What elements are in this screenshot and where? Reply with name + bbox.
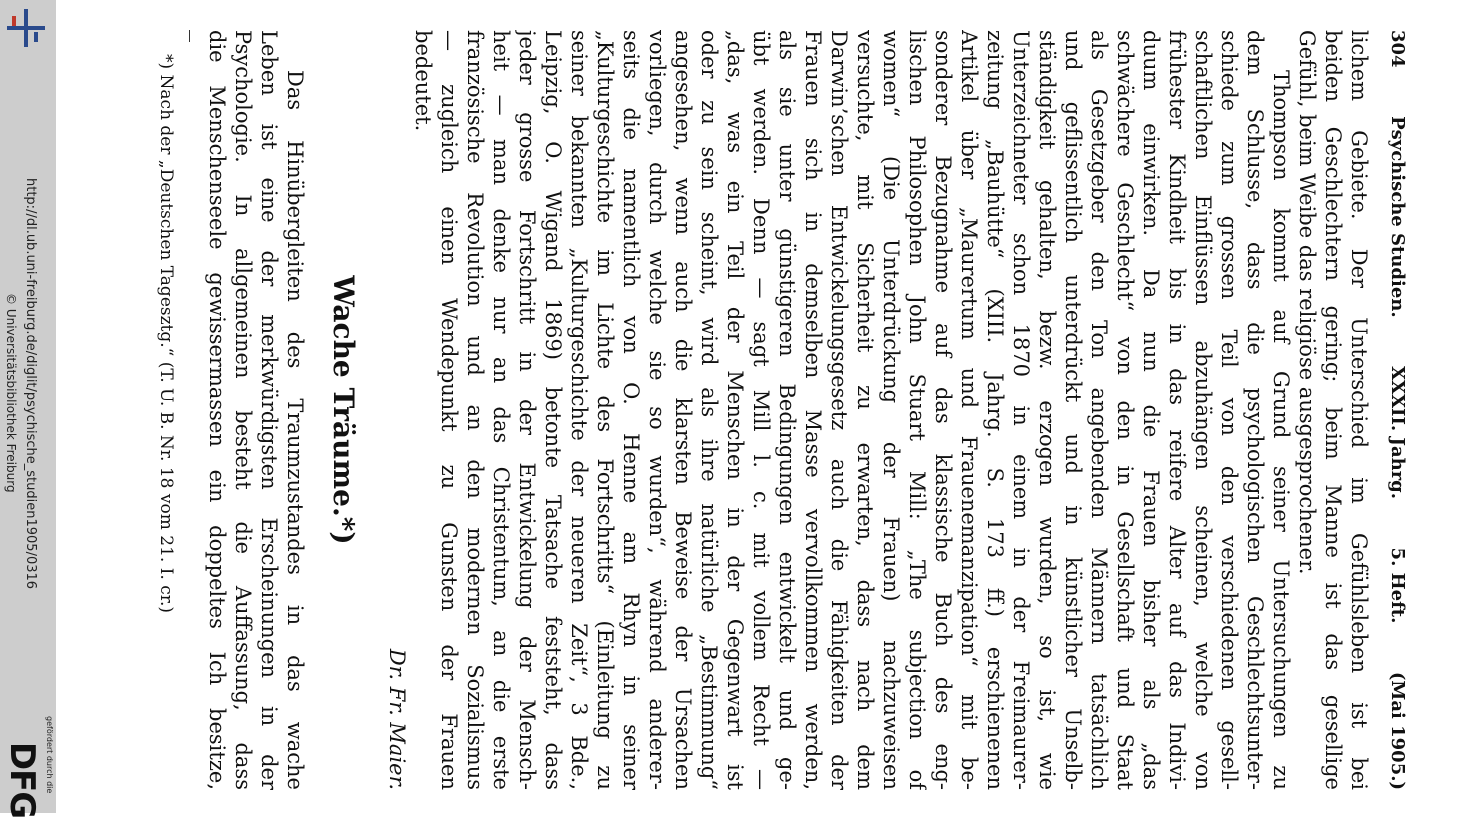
text-line: Psychologie. In allgemeinen besteht die Auffassung, dass xyxy=(231,30,255,790)
text-line: frühester Kindheit bis in das reifere Alter auf das Indivi- xyxy=(1165,30,1189,790)
body-text xyxy=(384,30,1372,790)
text-line: seits die namentlich von O. Henne am Rhyn in seiner xyxy=(619,30,643,790)
text-line: „das, was ein Teil der Menschen in der Gegenwart ist xyxy=(723,30,747,790)
volume: XXXII. Jahrg. xyxy=(1387,366,1408,500)
page-number: 304 xyxy=(1387,30,1408,68)
text-line: als sie unter günstigeren Bedingungen entwickelt und ge- xyxy=(775,30,799,790)
text-line: französische Revolution und an den modernen Sozialismus xyxy=(463,30,487,790)
section-body xyxy=(204,30,308,790)
copyright-notice: © Universitätsbibliothek Freiburg xyxy=(4,293,18,493)
text-line: „Kulturgeschichte im Lichte des Fortschritts“ (Einleitung zu xyxy=(593,30,617,790)
text-line: Frauen sich in demselben Masse vervollkommen werden, xyxy=(801,30,825,790)
text-line: die Menschenseele gewissermassen ein doppeltes Ich besitze, xyxy=(205,30,229,790)
text-line: Leben ist eine der merkwürdigsten Erscheinungen in der xyxy=(257,30,281,790)
scanned-page xyxy=(156,30,1410,790)
text-line: vorliegen, durch welche sie so wurden“, während anderer- xyxy=(645,30,669,790)
footnote-rule xyxy=(189,30,190,42)
section-title: Wache Träume.*) xyxy=(327,275,360,545)
text-line: Unterzeichneter schon 1870 in einem in der Freimaurer- xyxy=(1009,30,1033,790)
dfg-caption: gefördert durch die xyxy=(45,716,54,794)
university-library-logo-icon xyxy=(4,6,48,50)
text-line: duum einwirken. Da nun die Frauen bisher als „das xyxy=(1139,30,1163,790)
text-line: Leipzig, O. Wigand 1869) betonte Tatsache feststeht, dass xyxy=(541,30,565,790)
text-line: angesehen, wenn auch die klarsten Beweise der Ursachen xyxy=(671,30,695,790)
text-line: seiner bekannten „Kulturgeschichte der neueren Zeit“, 3 Bde., xyxy=(567,30,591,790)
text-line: bedeutet. xyxy=(411,30,435,132)
text-line: Darwin’schen Entwickelungsgesetz auch die Fähigkeiten der xyxy=(827,30,851,790)
text-line: und geflissentlich unterdrückt und in künstlicher Unselb- xyxy=(1061,30,1085,790)
text-line: heit — man denke nur an das Christentum, an die erste xyxy=(489,30,513,790)
text-line: Artikel über „Maurertum und Frauenemanzipation“ mit be- xyxy=(957,30,981,790)
journal-title: Psychische Studien. xyxy=(1387,116,1408,318)
text-line: jeder grosse Fortschritt in der Entwickelung der Mensch- xyxy=(515,30,539,790)
author-signature: Dr. Fr. Maier. xyxy=(385,648,409,790)
text-line: lischen Philosophen John Stuart Mill: „The subjection of xyxy=(905,30,929,790)
text-line: schaftlichen Einflüssen abzuhängen scheinen, welche von xyxy=(1191,30,1215,790)
text-line: als Gesetzgeber den Ton angebenden Männern tatsächlich xyxy=(1087,30,1111,790)
issue-date: (Mai 1905.) xyxy=(1387,671,1408,790)
text-line: women“ (Die Unterdrückung der Frauen) nachzuweisen xyxy=(879,30,903,790)
issue: 5. Heft. xyxy=(1387,547,1408,624)
text-line: Das Hinübergleiten des Traumzustandes in das wache xyxy=(283,70,307,790)
document-url[interactable]: http://dl.ub.uni-freiburg.de/diglit/psychische_studien1905/0316 xyxy=(23,178,38,590)
text-line: Thompson kommt auf Grund seiner Untersuchungen zu xyxy=(1269,70,1293,790)
viewer-sidebar xyxy=(0,0,56,818)
text-line: versuchte, mit Sicherheit zu erwarten, dass nach dem xyxy=(853,30,877,790)
text-line: schiede zum grossen Teil von den verschiedenen gesell- xyxy=(1217,30,1241,790)
text-line: — zugleich einen Wendepunkt zu Gunsten der Frauen xyxy=(437,30,461,790)
text-line: übt werden. Denn — sagt Mill l. c. mit vollem Recht — xyxy=(749,30,773,790)
text-line: Gefühl, beim Weibe das religiöse ausgesprochener. xyxy=(1295,30,1319,575)
running-head xyxy=(1384,30,1410,790)
text-line: ständigkeit gehalten, bezw. erzogen wurden, so ist, wie xyxy=(1035,30,1059,790)
text-line: dem Schlusse, dass die psychologischen Geschlechtsunter- xyxy=(1243,30,1267,790)
text-line: sonderer Bezugnahme auf das klassische Buch des eng- xyxy=(931,30,955,790)
text-line: lichem Gebiete. Der Unterschied im Gefühlsleben ist bei xyxy=(1347,30,1371,790)
dfg-logo: DFG xyxy=(2,741,43,818)
text-line: oder zu sein scheint, wird als ihre natürliche „Bestimmung“ xyxy=(697,30,721,790)
text-line: zeitung „Bauhütte“ (XIII. Jahrg. S. 173 ff.) erschienenen xyxy=(983,30,1007,790)
text-line: beiden Geschlechtern gering; beim Manne ist das gesellige xyxy=(1321,30,1345,790)
text-line: schwächere Geschlecht“ von den in Gesellschaft und Staat xyxy=(1113,30,1137,790)
footnote: *) Nach der „Deutschen Tagesztg.“ (T. U. B. Nr. 18 vom 21. I. cr.) xyxy=(156,54,176,614)
